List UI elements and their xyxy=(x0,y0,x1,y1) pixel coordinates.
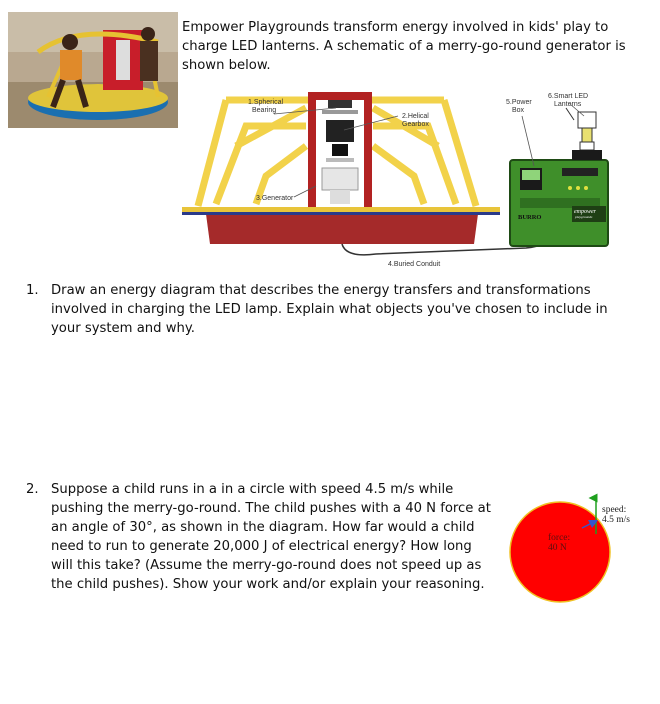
question-2-text: Suppose a child runs in a in a circle with speed 4.5 m/s while pushing the merry-go-round. The child pushes with a 40 N force at an angle of 30°, as shown in the diagram. How far would a child need to run to generate 20,000 J of electrical energy? How long will this take? (Assume the merry-go-round does not speed up as the child pushes). Show your work and/or explain your reasoning. xyxy=(51,482,491,592)
platform-base xyxy=(206,214,478,244)
gearbox xyxy=(326,120,354,142)
svg-text:1.Spherical Bearing xyxy=(248,99,285,114)
generator xyxy=(322,168,358,190)
question-1-text: Draw an energy diagram that describes the energy transfers and transformations involved in charging the LED lamp. Explain what objects you've chosen to include in your system and why. xyxy=(51,283,608,336)
power-box-label-2: Box xyxy=(512,107,525,114)
box-logo-1: empower xyxy=(574,209,596,215)
force-diagram xyxy=(508,492,658,608)
box-brand: BURRO xyxy=(518,214,542,221)
question-2-number: 2. xyxy=(26,482,39,497)
merry-go-round-photo xyxy=(8,12,178,128)
helical-gearbox-label-2: Gearbox xyxy=(402,121,429,128)
speed-label-1: speed: xyxy=(602,505,627,515)
svg-text:speed: 4.5 m/s xyxy=(602,505,630,525)
question-1-number: 1. xyxy=(26,283,39,298)
intro-text: Empower Playgrounds transform energy involved in kids' play to charge LED lanterns. A schematic of a merry-go-round generator is shown below. xyxy=(182,20,626,73)
spherical-bearing-label-2: Bearing xyxy=(252,107,277,114)
power-box-label-1: 5.Power xyxy=(506,99,532,106)
generator-schematic xyxy=(176,86,642,276)
box-logo-2: playgrounds xyxy=(575,215,593,219)
buried-conduit-label: 4.Buried Conduit xyxy=(388,261,441,268)
force-label-1: force: xyxy=(548,533,571,543)
question-1 xyxy=(26,281,636,341)
svg-text:5.Power Box xyxy=(506,99,534,114)
svg-text:6.Smart LED Lanterns xyxy=(548,93,590,108)
led-lantern xyxy=(572,150,602,160)
helical-gearbox-label-1: 2.Helical xyxy=(402,113,429,120)
smart-led-label-2: Lanterns xyxy=(554,101,582,108)
smart-led-label-1: 6.Smart LED xyxy=(548,93,589,100)
spherical-bearing-label-1: 1.Spherical xyxy=(248,99,284,106)
speed-label-2: 4.5 m/s xyxy=(602,515,630,525)
force-label-2: 40 N xyxy=(548,543,567,553)
question-2 xyxy=(26,480,496,600)
svg-text:2.Helical Gearbox xyxy=(402,113,431,128)
generator-label: 3.Generator xyxy=(256,195,294,202)
